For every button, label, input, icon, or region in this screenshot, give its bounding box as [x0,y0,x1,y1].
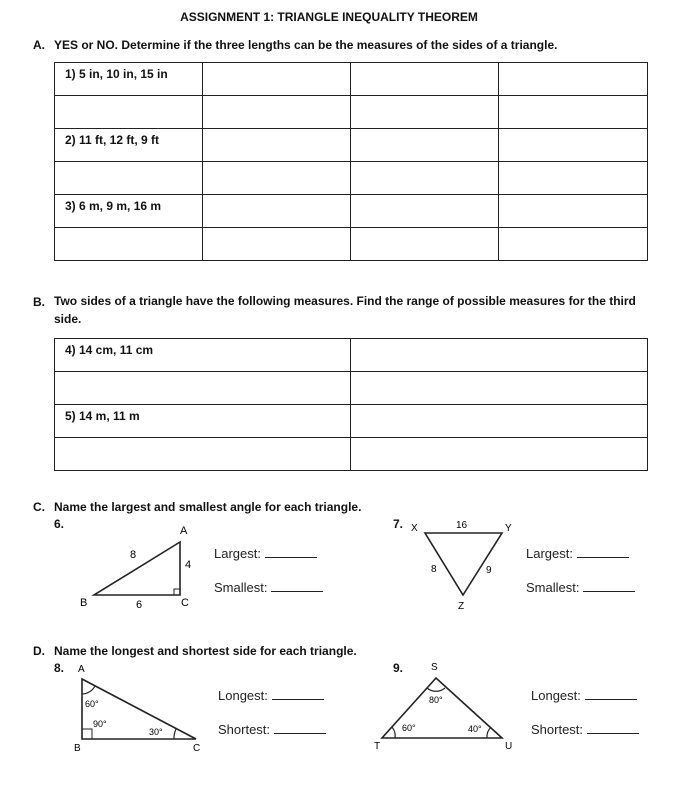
section-b-instruction: Two sides of a triangle have the following measures. Find the range of possible measures for the third side. [54,294,636,326]
answer-cell[interactable] [499,96,648,129]
angle-s-arc [427,688,445,691]
answer-cell[interactable] [351,405,648,438]
angle-s-value: 80° [429,695,443,705]
vertex-c: C [181,597,189,609]
section-c-label: C. [33,500,45,514]
shortest-9: Shortest: [531,722,639,737]
triangle-abc [94,542,180,595]
answer-cell[interactable] [499,162,648,195]
answer-cell[interactable] [499,228,648,261]
triangle-abc-figure-d [70,660,210,760]
answer-cell[interactable] [203,228,351,261]
triangle-abc-figure [70,520,210,615]
smallest-6-blank[interactable] [271,581,323,592]
table-row [55,339,648,372]
item-3-label: 3) 6 m, 9 m, 16 m [55,195,203,228]
angle-u-value: 40° [468,724,482,734]
angle-c-value: 30° [149,727,163,737]
side-xy: 16 [456,520,468,531]
answer-cell[interactable] [499,195,648,228]
answer-cell[interactable] [203,129,351,162]
answer-cell[interactable] [351,438,648,471]
angle-c-arc [174,729,176,739]
answer-cell[interactable] [351,372,648,405]
smallest-7-blank[interactable] [583,581,635,592]
right-angle-mark [82,729,92,739]
side-bc: 6 [136,599,143,611]
answer-cell[interactable] [55,372,351,405]
shortest-9-blank[interactable] [587,723,639,734]
item-4-label: 4) 14 cm, 11 cm [55,339,351,372]
shortest-8: Shortest: [218,722,326,737]
answer-cell[interactable] [351,339,648,372]
section-c-instruction: Name the largest and smallest angle for each triangle. [54,500,362,514]
vertex-u: U [505,741,513,752]
item-5-label: 5) 14 m, 11 m [55,405,351,438]
answer-cell[interactable] [203,162,351,195]
table-row [55,372,648,405]
problem-9-number: 9. [393,661,404,675]
angle-u-arc [487,727,491,738]
triangle-stu-figure [365,658,525,758]
answer-cell[interactable] [55,96,203,129]
answer-cell[interactable] [55,228,203,261]
section-b-label: B. [33,295,45,309]
vertex-z: Z [458,601,465,612]
answer-cell[interactable] [351,96,499,129]
side-ab: 8 [130,549,137,561]
problem-6-number: 6. [54,517,65,531]
largest-7: Largest: [526,546,629,561]
answer-cell[interactable] [351,162,499,195]
table-row [55,129,648,162]
answer-cell[interactable] [351,195,499,228]
largest-6: Largest: [214,546,317,561]
page-title: ASSIGNMENT 1: TRIANGLE INEQUALITY THEOREM [180,10,478,24]
problem-7-number: 7. [393,517,404,531]
section-d-label: D. [33,644,45,658]
answer-cell[interactable] [351,129,499,162]
table-row [55,228,648,261]
answer-cell[interactable] [203,195,351,228]
vertex-c-d: C [193,743,201,754]
answer-cell[interactable] [203,96,351,129]
angle-a-arc [82,686,95,694]
side-xz: 8 [431,564,437,575]
triangle-xyz-figure [405,515,520,615]
table-row [55,405,648,438]
longest-9-blank[interactable] [585,689,637,700]
problem-8-number: 8. [54,661,65,675]
answer-cell[interactable] [351,63,499,96]
table-row [55,438,648,471]
section-a-label: A. [33,38,45,52]
smallest-6: Smallest: [214,580,323,595]
section-b-table [54,338,648,471]
vertex-b-d: B [74,743,81,754]
answer-cell[interactable] [499,63,648,96]
section-d-instruction: Name the longest and shortest side for each triangle. [54,644,357,658]
answer-cell[interactable] [499,129,648,162]
answer-cell[interactable] [55,162,203,195]
table-row [55,63,648,96]
triangle-abc-d [82,679,196,739]
side-yz: 9 [486,565,492,576]
longest-8-blank[interactable] [272,689,324,700]
answer-cell[interactable] [55,438,351,471]
vertex-t: T [374,741,381,752]
largest-7-blank[interactable] [577,547,629,558]
item-2-label: 2) 11 ft, 12 ft, 9 ft [55,129,203,162]
smallest-7: Smallest: [526,580,635,595]
vertex-a: A [180,525,188,537]
answer-cell[interactable] [203,63,351,96]
angle-b-value: 90° [93,719,107,729]
side-ac: 4 [185,559,192,571]
right-angle-mark [174,589,180,595]
table-row [55,162,648,195]
vertex-s: S [431,662,438,673]
vertex-y: Y [505,523,512,534]
item-1-label: 1) 5 in, 10 in, 15 in [55,63,203,96]
table-row [55,96,648,129]
angle-a-value: 60° [85,699,99,709]
largest-6-blank[interactable] [265,547,317,558]
section-a-instruction: YES or NO. Determine if the three lengths can be the measures of the sides of a triangle. [54,38,558,52]
longest-9: Longest: [531,688,637,703]
longest-8: Longest: [218,688,324,703]
shortest-8-blank[interactable] [274,723,326,734]
answer-cell[interactable] [351,228,499,261]
table-row [55,195,648,228]
vertex-x: X [411,523,418,534]
vertex-a-d: A [78,664,85,675]
triangle-stu [382,678,502,738]
angle-t-arc [392,727,395,738]
angle-t-value: 60° [402,723,416,733]
section-a-table [54,62,648,261]
vertex-b: B [80,597,88,609]
